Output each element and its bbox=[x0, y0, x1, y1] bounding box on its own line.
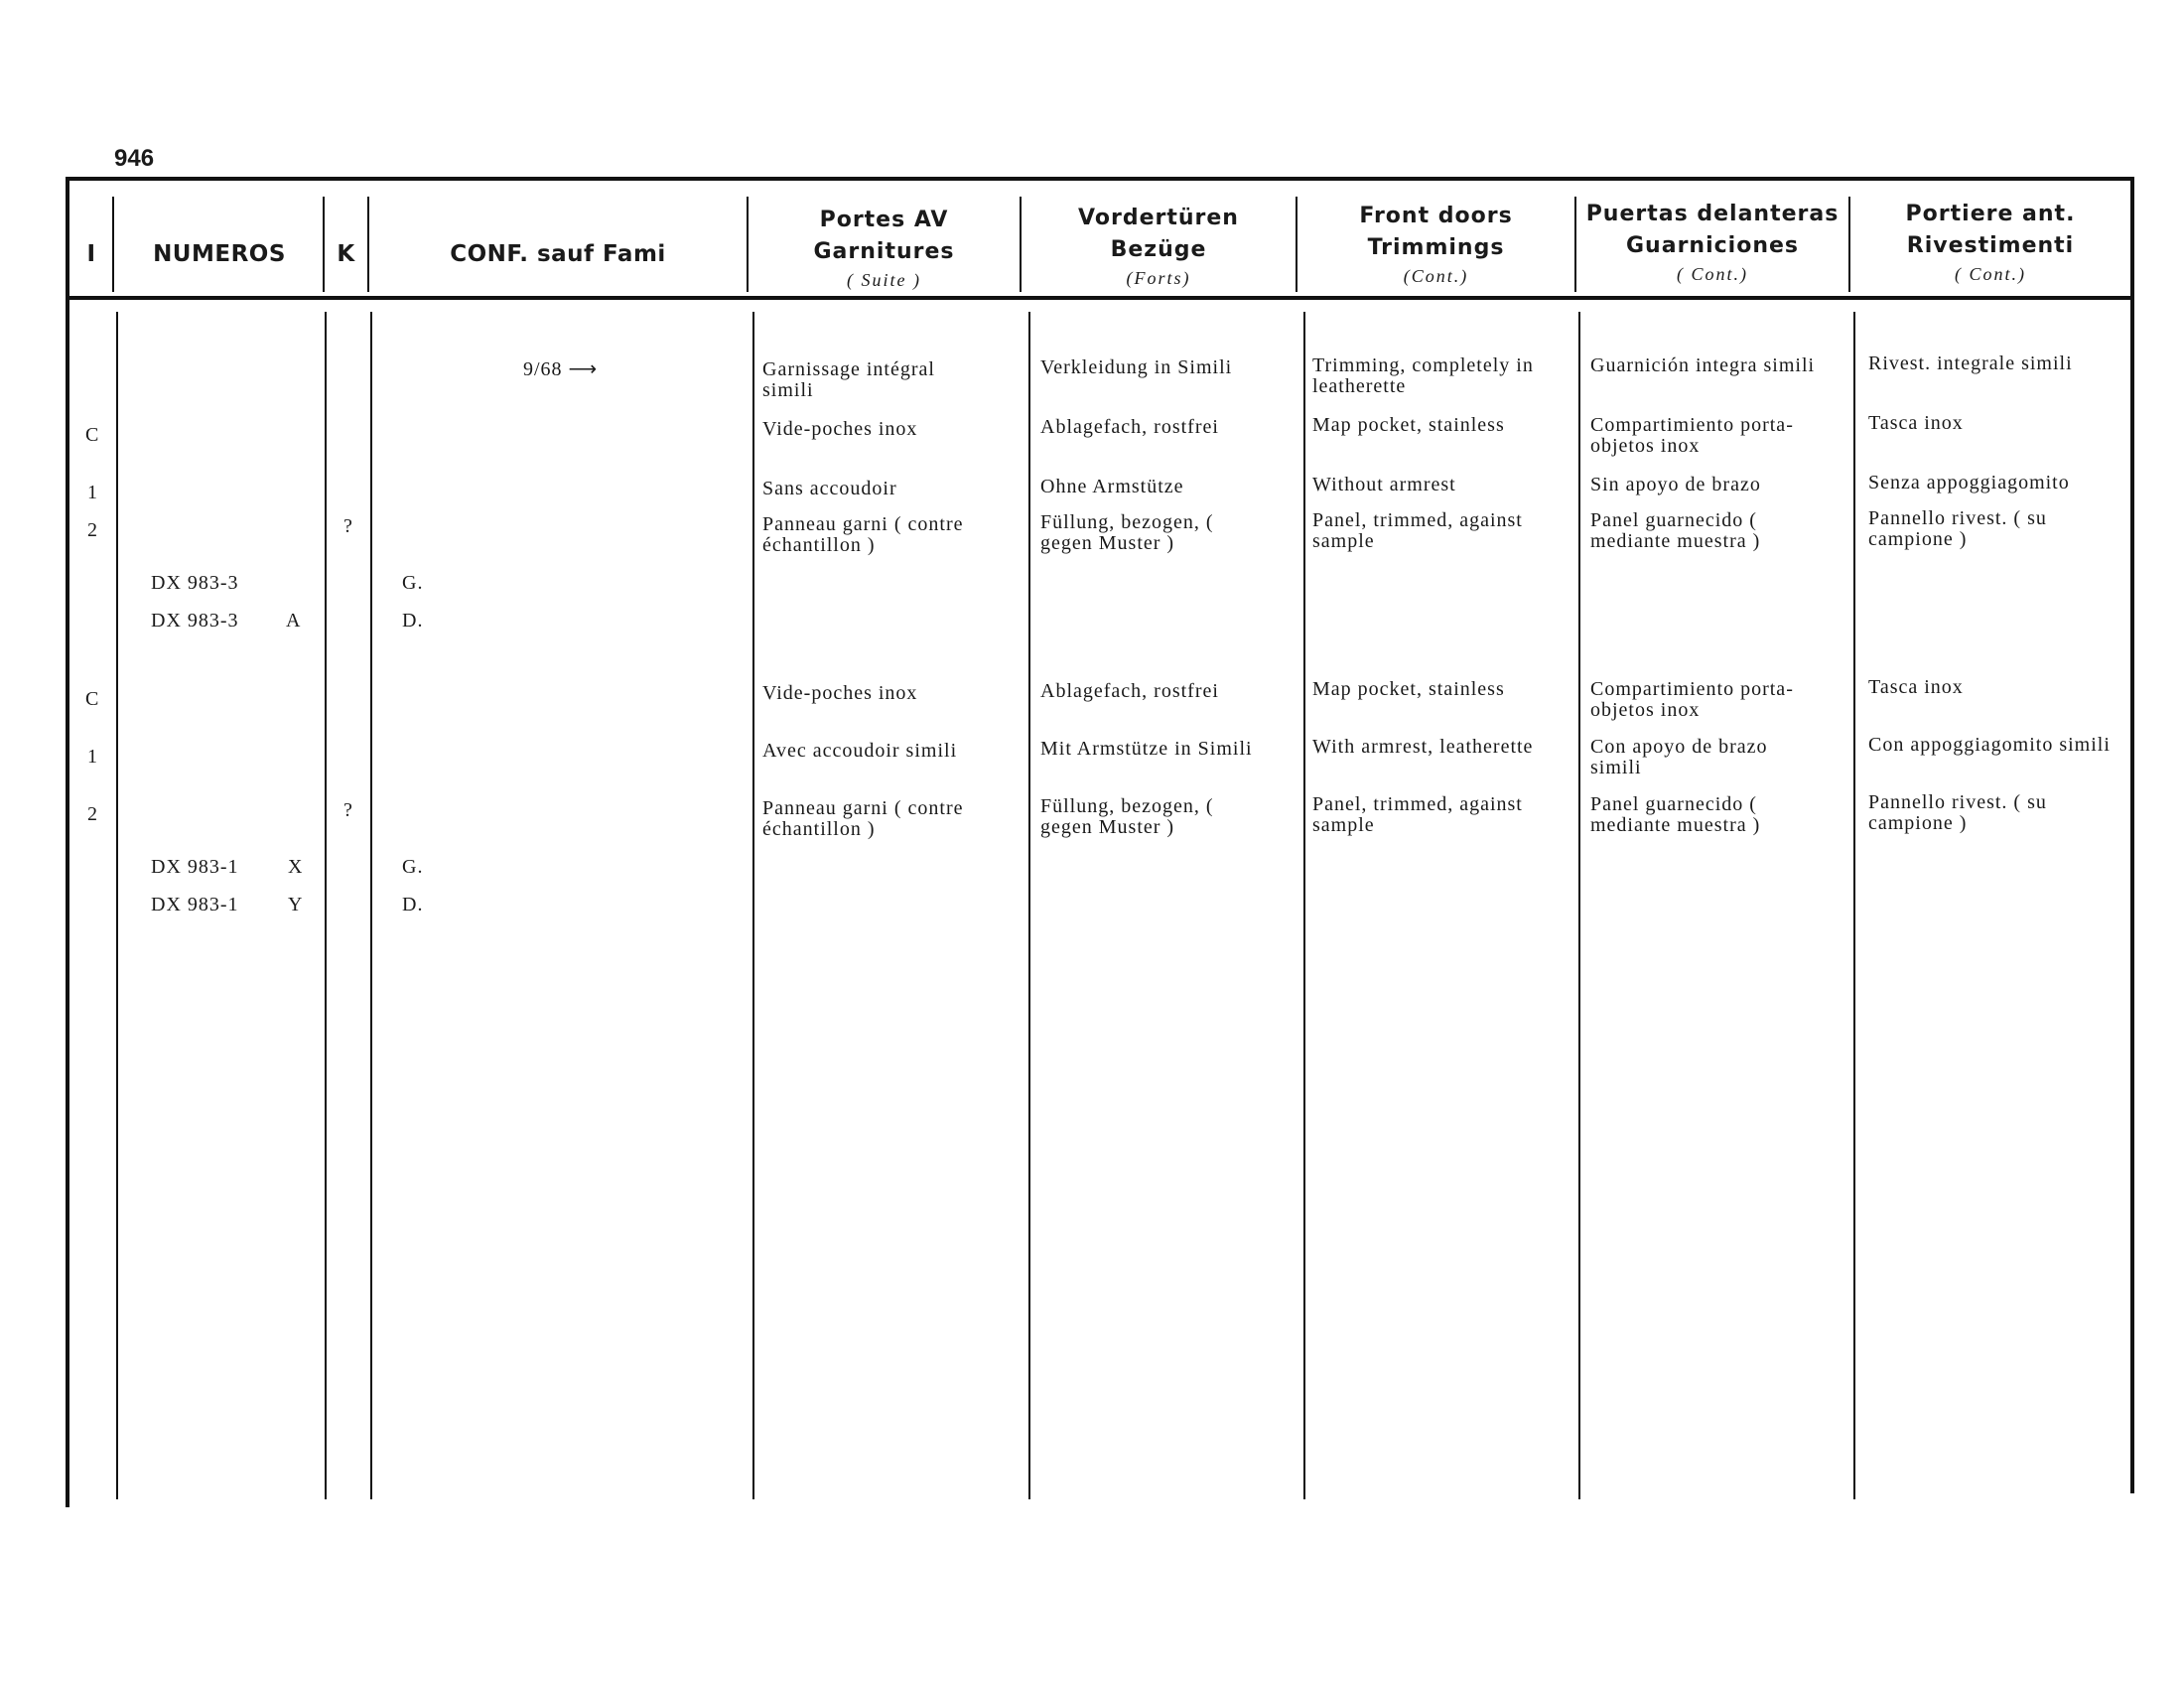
g2-row1-i: 1 bbox=[87, 746, 98, 768]
header-german-line1: Vordertüren bbox=[1078, 206, 1239, 230]
g1-row0-en: Trimming, completely in leatherette bbox=[1312, 354, 1534, 397]
body-divider bbox=[325, 312, 327, 1499]
header-english-sub: (Cont.) bbox=[1403, 266, 1469, 286]
header-k: K bbox=[337, 241, 355, 267]
body-divider bbox=[1578, 312, 1580, 1499]
header-spanish-line1: Puertas delanteras bbox=[1585, 202, 1840, 226]
g2-row0-it: Tasca inox bbox=[1868, 676, 1964, 698]
g1-part0-number: DX 983-3 bbox=[151, 572, 239, 594]
body-divider bbox=[1303, 312, 1305, 1499]
g2-row0-es: Compartimiento porta-objetos inox bbox=[1590, 678, 1794, 721]
g2-row0-i: C bbox=[85, 688, 100, 710]
header-french bbox=[749, 205, 1020, 292]
g2-row2-de: Füllung, bezogen, ( gegen Muster ) bbox=[1040, 795, 1214, 838]
g1-part1-suffix: A bbox=[286, 610, 302, 632]
header-german-line2: Bezüge bbox=[1110, 237, 1207, 262]
header-bottom-rule bbox=[68, 296, 2134, 300]
header-italian-sub: ( Cont.) bbox=[1955, 264, 2026, 284]
g1-row2-en: Without armrest bbox=[1312, 474, 1456, 495]
header-italian-line1: Portiere ant. bbox=[1905, 202, 2076, 226]
g1-row1-fr: Vide-poches inox bbox=[762, 418, 918, 440]
g1-row3-it: Pannello rivest. ( su campione ) bbox=[1868, 507, 2047, 550]
g2-row2-en: Panel, trimmed, against sample bbox=[1312, 793, 1523, 836]
g1-part0-side: G. bbox=[402, 572, 424, 594]
page-number: 946 bbox=[114, 145, 155, 172]
body-divider bbox=[1853, 312, 1855, 1499]
g1-row3-en: Panel, trimmed, against sample bbox=[1312, 509, 1523, 552]
header-spanish-line2: Guarniciones bbox=[1626, 233, 1799, 258]
g1-part1-number: DX 983-3 bbox=[151, 610, 239, 632]
header-french-sub: ( Suite ) bbox=[847, 270, 921, 290]
g1-row0-es: Guarnición integra simili bbox=[1590, 354, 1816, 376]
g2-row2-i: 2 bbox=[87, 803, 98, 825]
g2-row0-fr: Vide-poches inox bbox=[762, 682, 918, 704]
g1-row2-it: Senza appoggiagomito bbox=[1868, 472, 2070, 493]
header-german-sub: (Forts) bbox=[1126, 268, 1191, 288]
g2-row2-it: Pannello rivest. ( su campione ) bbox=[1868, 791, 2047, 834]
g1-row2-es: Sin apoyo de brazo bbox=[1590, 474, 1761, 495]
g2-row1-it: Con appoggiagomito simili bbox=[1868, 734, 2111, 756]
g1-row3-i: 2 bbox=[87, 519, 98, 541]
g1-row1-it: Tasca inox bbox=[1868, 412, 1964, 434]
g2-row1-es: Con apoyo de brazo simili bbox=[1590, 736, 1768, 778]
header-english bbox=[1297, 201, 1574, 288]
header-conf: CONF. sauf Fami bbox=[450, 241, 666, 267]
table-left-rule bbox=[66, 177, 69, 1507]
header-spanish bbox=[1576, 199, 1848, 286]
table-right-rule bbox=[2130, 177, 2134, 1493]
g2-row2-es: Panel guarnecido ( mediante muestra ) bbox=[1590, 793, 1761, 836]
g1-row1-i: C bbox=[85, 424, 100, 446]
header-italian bbox=[1850, 199, 2130, 286]
table-top-rule bbox=[66, 177, 2134, 181]
g1-row2-fr: Sans accoudoir bbox=[762, 478, 897, 499]
body-divider bbox=[116, 312, 118, 1499]
g2-row1-fr: Avec accoudoir simili bbox=[762, 740, 958, 762]
header-numeros: NUMEROS bbox=[153, 241, 286, 267]
g2-row2-fr: Panneau garni ( contre échantillon ) bbox=[762, 797, 964, 840]
body-divider bbox=[370, 312, 372, 1499]
g2-part1-side: D. bbox=[402, 894, 424, 915]
header-i: I bbox=[86, 241, 96, 267]
g1-row3-es: Panel guarnecido ( mediante muestra ) bbox=[1590, 509, 1761, 552]
conf-date-note: 9/68 ⟶ bbox=[523, 358, 599, 380]
g1-row3-fr: Panneau garni ( contre échantillon ) bbox=[762, 513, 964, 556]
g2-row1-de: Mit Armstütze in Simili bbox=[1040, 738, 1253, 760]
g1-row3-de: Füllung, bezogen, ( gegen Muster ) bbox=[1040, 511, 1214, 554]
g1-row0-fr: Garnissage intégral simili bbox=[762, 358, 935, 401]
header-french-line2: Garnitures bbox=[813, 239, 955, 264]
g1-row1-en: Map pocket, stainless bbox=[1312, 414, 1505, 436]
header-italian-line2: Rivestimenti bbox=[1906, 233, 2075, 258]
header-german bbox=[1022, 203, 1296, 290]
header-spanish-sub: ( Cont.) bbox=[1677, 264, 1748, 284]
g1-part1-side: D. bbox=[402, 610, 424, 632]
g2-part0-side: G. bbox=[402, 856, 424, 878]
g2-part1-number: DX 983-1 bbox=[151, 894, 239, 915]
g2-part1-suffix: Y bbox=[288, 894, 304, 915]
g1-row2-de: Ohne Armstütze bbox=[1040, 476, 1184, 497]
g1-row0-de: Verkleidung in Simili bbox=[1040, 356, 1233, 378]
g2-row2-k: ? bbox=[343, 799, 353, 821]
g1-row1-es: Compartimiento porta-objetos inox bbox=[1590, 414, 1794, 457]
header-divider bbox=[112, 197, 114, 292]
g2-row0-de: Ablagefach, rostfrei bbox=[1040, 680, 1219, 702]
body-divider bbox=[1028, 312, 1030, 1499]
g2-part0-suffix: X bbox=[288, 856, 304, 878]
header-english-line1: Front doors bbox=[1359, 204, 1513, 228]
header-english-line2: Trimmings bbox=[1367, 235, 1505, 260]
g2-row0-en: Map pocket, stainless bbox=[1312, 678, 1505, 700]
g1-row0-it: Rivest. integrale simili bbox=[1868, 352, 2073, 374]
g2-row1-en: With armrest, leatherette bbox=[1312, 736, 1534, 758]
header-french-line1: Portes AV bbox=[819, 208, 949, 232]
g2-part0-number: DX 983-1 bbox=[151, 856, 239, 878]
g1-row2-i: 1 bbox=[87, 482, 98, 503]
body-divider bbox=[752, 312, 754, 1499]
g1-row1-de: Ablagefach, rostfrei bbox=[1040, 416, 1219, 438]
g1-row3-k: ? bbox=[343, 515, 353, 537]
